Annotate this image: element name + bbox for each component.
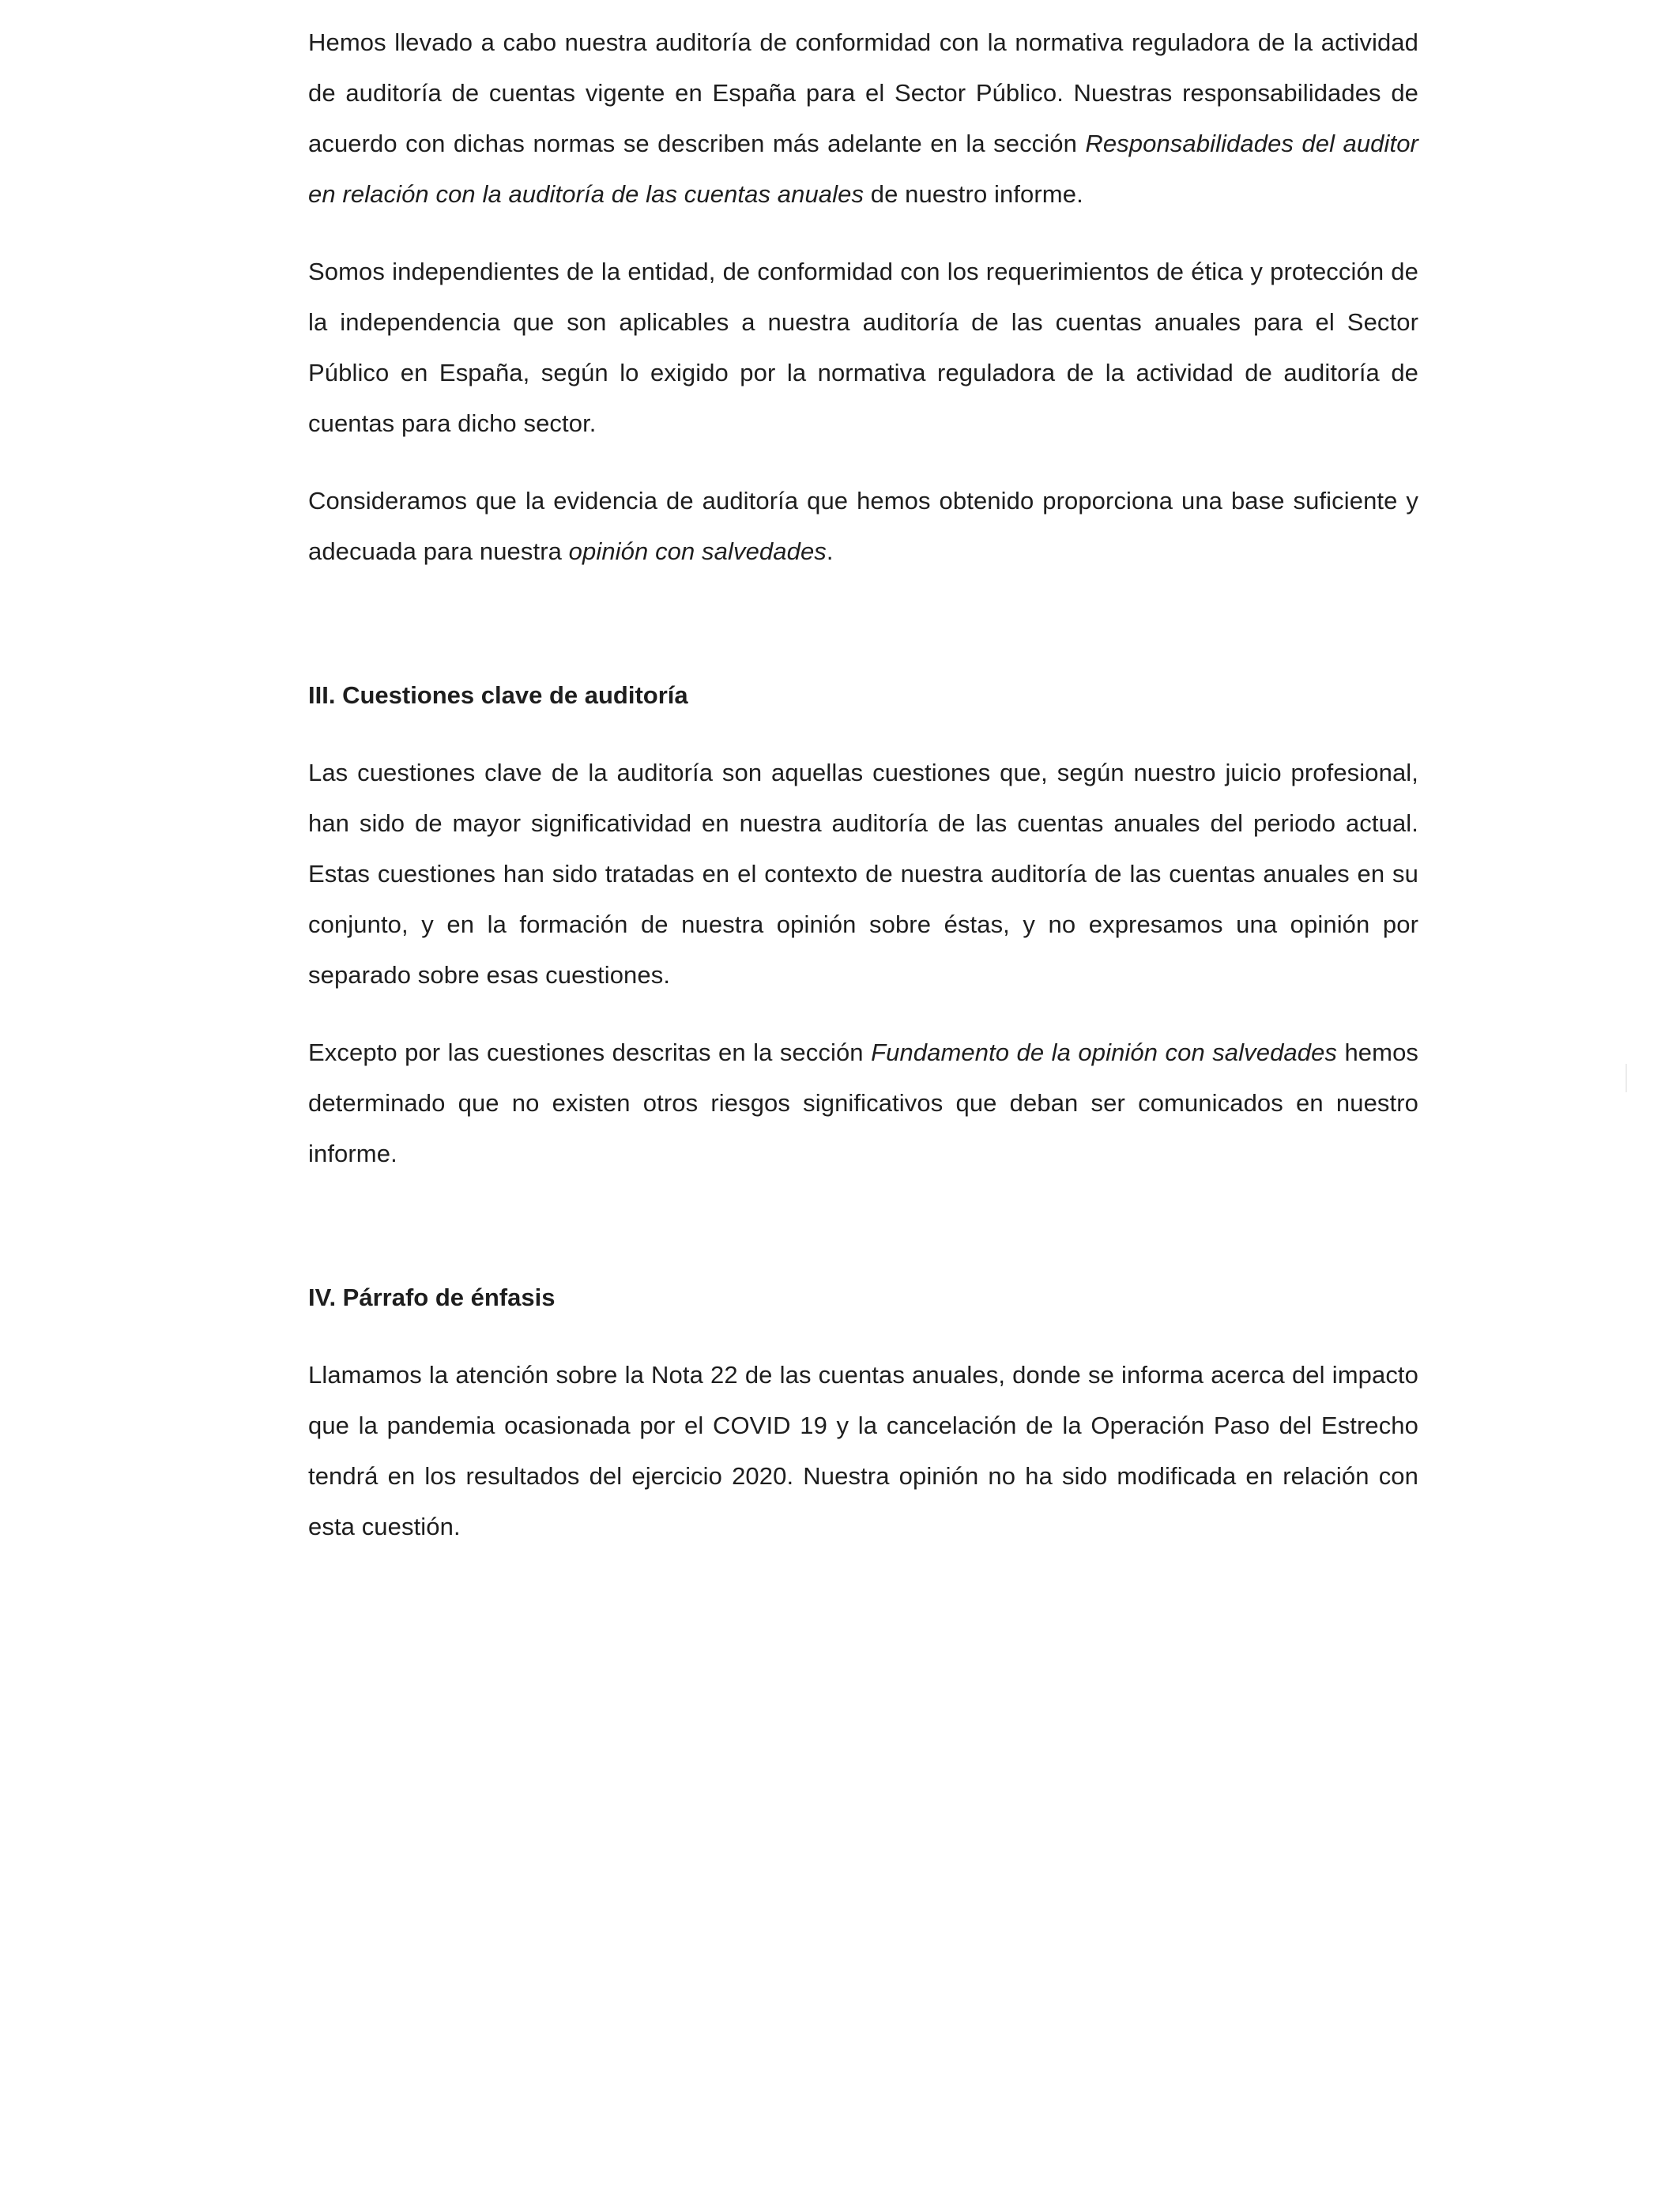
italic-opinion-reference: opinión con salvedades [568,537,827,565]
document-body [308,17,1418,1552]
paragraph-no-other-risks [308,1027,1418,1179]
italic-section-reference: Responsabilidades del auditor en relación con la auditoría de las cuentas anuales [308,130,1418,208]
paragraph-emphasis: Llamamos la atención sobre la Nota 22 de las cuentas anuales, donde se informa acerca del impacto que la pandemia ocasionada por el COVID 19 y la cancelación de la Operación Paso del Estrecho tendrá en los resultados del ejercicio 2020. Nuestra opinión no ha sido modificada en relación con esta cuestión. [308,1361,1418,1540]
paragraph-text: de nuestro informe. [864,180,1083,208]
heading-spacer [308,721,1418,748]
paragraph-text: hemos determinado que no existen otros riesgos significativos que deban ser comunicados en nuestro informe. [308,1039,1419,1167]
section-spacer [308,577,1418,670]
heading-spacer [308,1323,1418,1350]
paragraph-evidence [308,476,1418,577]
paragraph-text: Hemos llevado a cabo nuestra auditoría de conformidad con la normativa reguladora de la actividad de auditoría de cuentas vigente en España para el Sector Público. Nuestras responsabilidades de acuerdo con dichas normas se describen más adelante en la sección [308,28,1418,157]
paragraph-audit-standards [308,17,1418,220]
paragraph-text: . [826,537,834,565]
section-heading-emphasis: IV. Párrafo de énfasis [308,1284,556,1311]
paragraph-independence: Somos independientes de la entidad, de conformidad con los requerimientos de ética y protección de la independencia que son aplicables a nuestra auditoría de las cuentas anuales para el Sector Público en España, según lo exigido por la normativa reguladora de la actividad de auditoría de cuentas para dicho sector. [308,258,1418,437]
paragraph-text: Consideramos que la evidencia de auditoría que hemos obtenido proporciona una base suficiente y adecuada para nuestra [308,487,1418,565]
paragraph-key-matters: Las cuestiones clave de la auditoría son aquellas cuestiones que, según nuestro juicio profesional, han sido de mayor significatividad en nuestra auditoría de las cuentas anuales del periodo actual. Estas cuestiones han sido tratadas en el contexto de nuestra auditoría de las cuentas anuales en su conjunto, y en la formación de nuestra opinión sobre éstas, y no expresamos una opinión por separado sobre esas cuestiones. [308,759,1418,989]
italic-basis-reference: Fundamento de la opinión con salvedades [871,1039,1338,1066]
section-heading-key-matters: III. Cuestiones clave de auditoría [308,681,688,709]
paragraph-text: Excepto por las cuestiones descritas en la sección [308,1039,872,1066]
scan-edge-mark [1625,1064,1627,1092]
section-spacer [308,1179,1418,1272]
